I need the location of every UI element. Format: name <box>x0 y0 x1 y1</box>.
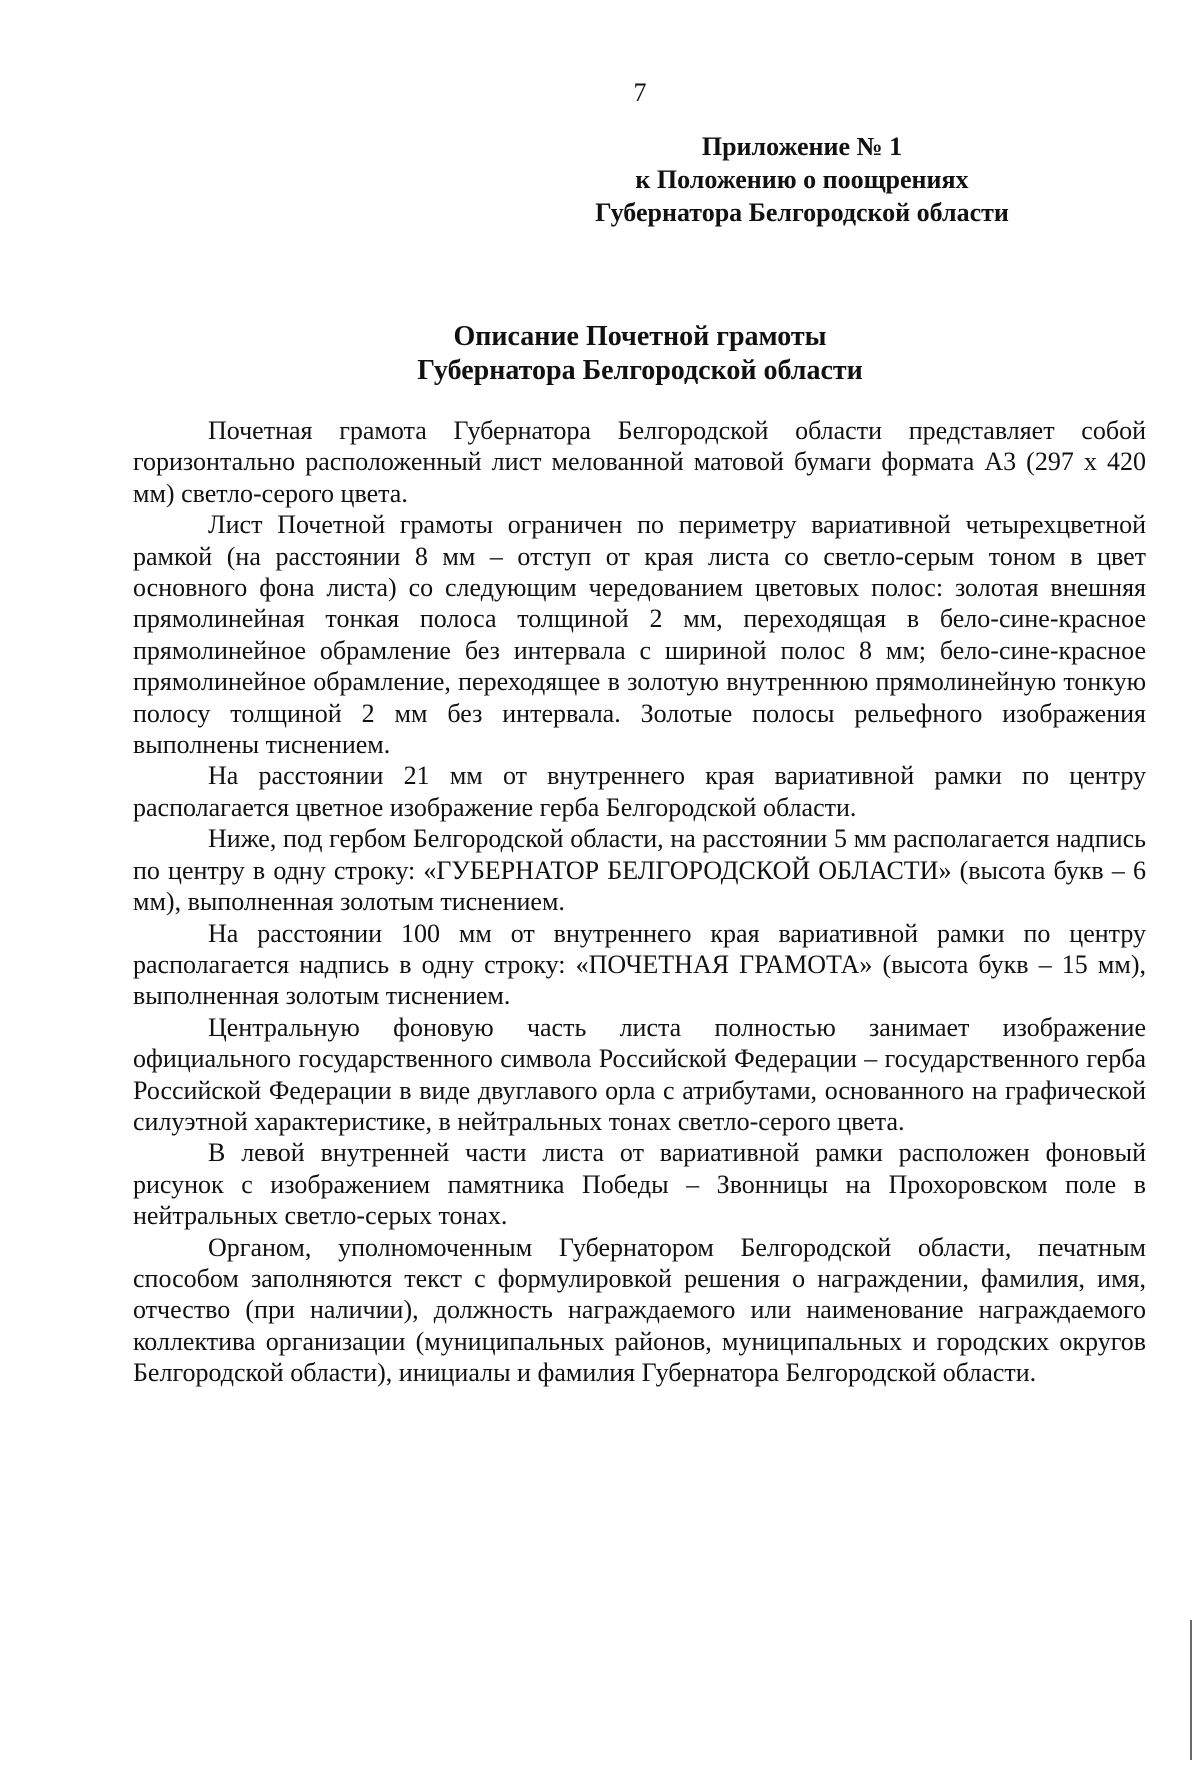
paragraph-6: Центральную фоновую часть листа полностью занимает изображение официального государственного символа Российской Федерации – государственного герба Российской Федерации в виде двуглавого орла с атрибутами, основанного на графической силуэтной характеристике, в нейтральных тонах светло-серого цвета. <box>133 1012 1146 1136</box>
page-number: 7 <box>633 78 647 107</box>
appendix-line-3: Губернатора Белгородской области <box>595 198 1009 227</box>
paragraph-5: На расстоянии 100 мм от внутреннего края вариативной рамки по центру располагается надпись в одну строку: «ПОЧЕТНАЯ ГРАМОТА» (высота букв – 15 мм), выполненная золотым тиснением. <box>133 918 1146 1011</box>
appendix-header <box>522 130 1082 229</box>
paragraph-4: Ниже, под гербом Белгородской области, на расстоянии 5 мм располагается надпись по центру в одну строку: «ГУБЕРНАТОР БЕЛГОРОДСКОЙ ОБЛАСТИ» (высота букв – 6 мм), выполненная золотым тиснением. <box>133 824 1146 917</box>
document-body <box>133 415 1146 1389</box>
document-title-line-1: Описание Почетной грамоты <box>453 321 827 352</box>
paragraph-8: Органом, уполномоченным Губернатором Белгородской области, печатным способом заполняются текст с формулировкой решения о награждении, фамилия, имя, отчество (при наличии), должность награждаемого или наименование награждаемого коллектива организации (муниципальных районов, муниципальных и городских округов Белгородской области), инициалы и фамилия Губернатора Белгородской области. <box>133 1232 1146 1388</box>
scan-edge-mark <box>1190 1620 1192 1760</box>
document-title-line-2: Губернатора Белгородской области <box>417 355 863 386</box>
paragraph-3: На расстоянии 21 мм от внутреннего края вариативной рамки по центру располагается цветное изображение герба Белгородской области. <box>133 761 1146 822</box>
paragraph-2: Лист Почетной грамоты ограничен по периметру вариативной четырехцветной рамкой (на расстоянии 8 мм – отступ от края листа со светло-серым тоном в цвет основного фона листа) со следующим чередованием цветовых полос: золотая внешняя прямолинейная тонкая полоса толщиной 2 мм, переходящая в бело-сине-красное прямолинейное обрамление без интервала с шириной полос 8 мм; бело-сине-красное прямолинейное обрамление, переходящее в золотую внутреннюю прямолинейную тонкую полосу толщиной 2 мм без интервала. Золотые полосы рельефного изображения выполнены тиснением. <box>133 510 1146 760</box>
appendix-line-1: Приложение № 1 <box>701 132 903 161</box>
paragraph-7: В левой внутренней части листа от вариативной рамки расположен фоновый рисунок с изображением памятника Победы – Звонницы на Прохоровском поле в нейтральных светло-серых тонах. <box>133 1138 1146 1231</box>
document-title <box>0 320 1200 388</box>
appendix-line-2: к Положению о поощрениях <box>635 165 969 194</box>
paragraph-1: Почетная грамота Губернатора Белгородской области представляет собой горизонтально расположенный лист мелованной матовой бумаги формата А3 (297 х 420 мм) светло-серого цвета. <box>133 416 1146 508</box>
